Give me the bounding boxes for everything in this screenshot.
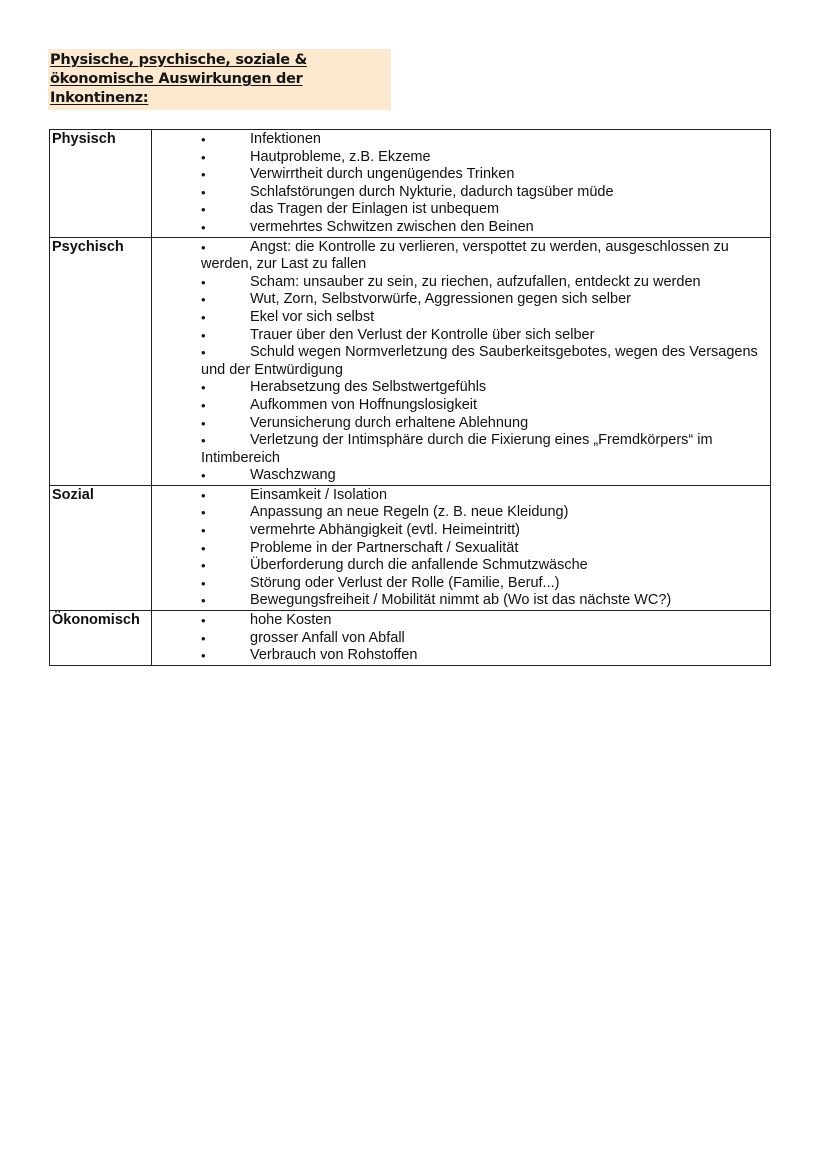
list-item: • vermehrtes Schwitzen zwischen den Beinen <box>152 219 762 237</box>
heading-highlight <box>48 49 391 110</box>
list-item: • Überforderung durch die anfallende Schmutzwäsche <box>152 557 762 575</box>
table-row-sozial <box>50 485 771 610</box>
items-cell <box>152 130 771 238</box>
items-cell <box>152 237 771 485</box>
list-item: • Bewegungsfreiheit / Mobilität nimmt ab (Wo ist das nächste WC?) <box>152 592 762 610</box>
category-cell: Psychisch <box>50 237 152 485</box>
list-item: • Aufkommen von Hoffnungslosigkeit <box>152 397 762 415</box>
table-row-oekonomisch <box>50 611 771 666</box>
bullet-list <box>152 487 762 610</box>
list-item: • Ekel vor sich selbst <box>152 309 762 327</box>
heading-line-2: ökonomische Auswirkungen der <box>50 71 303 87</box>
list-item: • Verwirrtheit durch ungenügendes Trinken <box>152 166 762 184</box>
list-item: • Verunsicherung durch erhaltene Ablehnung <box>152 415 762 433</box>
list-item: • Verletzung der Intimsphäre durch die Fixierung eines „Fremdkörpers“ im Intimbereich <box>152 432 762 467</box>
bullet-list <box>152 131 762 237</box>
list-item: • Infektionen <box>152 131 762 149</box>
effects-table <box>49 129 771 666</box>
list-item: • Scham: unsauber zu sein, zu riechen, aufzufallen, entdeckt zu werden <box>152 274 762 292</box>
list-item: • vermehrte Abhängigkeit (evtl. Heimeintritt) <box>152 522 762 540</box>
table-row-physisch <box>50 130 771 238</box>
list-item: • Trauer über den Verlust der Kontrolle über sich selber <box>152 327 762 345</box>
list-item: • Probleme in der Partnerschaft / Sexualität <box>152 540 762 558</box>
category-cell: Physisch <box>50 130 152 238</box>
list-item: • Herabsetzung des Selbstwertgefühls <box>152 379 762 397</box>
list-item: • Hautprobleme, z.B. Ekzeme <box>152 149 762 167</box>
bullet-list <box>152 612 762 665</box>
list-item: • Wut, Zorn, Selbstvorwürfe, Aggressionen gegen sich selber <box>152 291 762 309</box>
items-cell <box>152 485 771 610</box>
list-item: • Schlafstörungen durch Nykturie, dadurch tagsüber müde <box>152 184 762 202</box>
list-item: • grosser Anfall von Abfall <box>152 630 762 648</box>
category-cell: Sozial <box>50 485 152 610</box>
list-item: • Verbrauch von Rohstoffen <box>152 647 762 665</box>
list-item: • Anpassung an neue Regeln (z. B. neue Kleidung) <box>152 504 762 522</box>
category-cell: Ökonomisch <box>50 611 152 666</box>
list-item: • hohe Kosten <box>152 612 762 630</box>
table-row-psychisch <box>50 237 771 485</box>
list-item: • das Tragen der Einlagen ist unbequem <box>152 201 762 219</box>
heading-line-1: Physische, psychische, soziale & <box>50 52 307 68</box>
list-item: • Einsamkeit / Isolation <box>152 487 762 505</box>
bullet-list <box>152 239 762 485</box>
list-item: • Angst: die Kontrolle zu verlieren, verspottet zu werden, ausgeschlossen zu werden, zur Last zu fallen <box>152 239 762 274</box>
list-item: • Waschzwang <box>152 467 762 485</box>
items-cell <box>152 611 771 666</box>
list-item: • Schuld wegen Normverletzung des Sauberkeitsgebotes, wegen des Versagens und der Entwürdigung <box>152 344 762 379</box>
heading-line-3: Inkontinenz: <box>50 90 149 106</box>
list-item: • Störung oder Verlust der Rolle (Familie, Beruf...) <box>152 575 762 593</box>
